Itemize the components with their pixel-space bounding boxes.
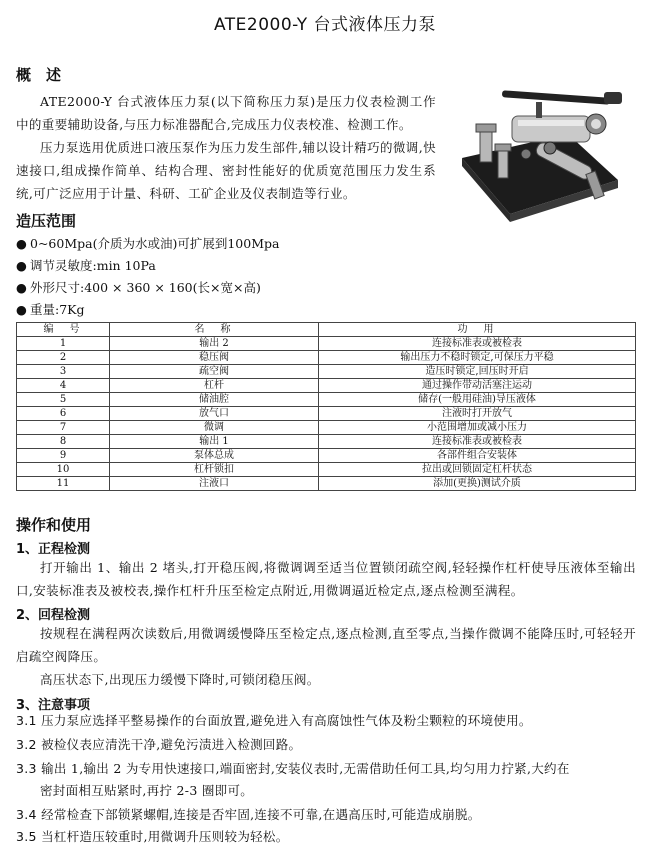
cell-name: 输出 2 <box>110 337 319 351</box>
cell-name: 放气口 <box>110 407 319 421</box>
table-row <box>17 463 636 477</box>
cell-name: 疏空阀 <box>110 365 319 379</box>
cell-function: 各部件组合安装体 <box>319 449 636 463</box>
document-title: ATE2000-Y 台式液体压力泵 <box>213 15 437 35</box>
note-item: 3.3 输出 1,输出 2 为专用快速接口,端面密封,安装仪表时,无需借助任何工具,均匀用力拧紧,大约在 密封面相互贴紧时,再拧 2-3 圈即可。 <box>16 761 570 798</box>
section-forward-title: 1、正程检测 <box>16 542 91 557</box>
cell-number: 1 <box>17 337 110 351</box>
table-row <box>17 393 636 407</box>
range-bullet: ● 0~60Mpa(介质为水或油)可扩展到100Mpa <box>16 236 280 251</box>
note-item: 3.1 压力泵应选择平整易操作的台面放置,避免进入有高腐蚀性气体及粉尘颗粒的环境使用。 <box>16 713 532 728</box>
overview-paragraph-1: ATE2000-Y 台式液体压力泵(以下简称压力泵)是压力仪表检测工作中的重要辅助设备,与压力标准器配合,完成压力仪表校准、检测工作。 <box>16 94 436 132</box>
cell-function: 添加(更换)测试介质 <box>319 477 636 491</box>
table-row <box>17 351 636 365</box>
table-row <box>17 365 636 379</box>
note-item: 3.4 经常检查下部锁紧螺帽,连接是否牢固,连接不可靠,在遇高压时,可能造成崩脱。 <box>16 807 481 822</box>
range-heading: 造压范围 <box>16 212 77 230</box>
cell-name: 储油腔 <box>110 393 319 407</box>
section-return-note: 高压状态下,出现压力缓慢下降时,可锁闭稳压阀。 <box>40 672 320 687</box>
table-row <box>17 435 636 449</box>
cell-number: 8 <box>17 435 110 449</box>
cell-number: 3 <box>17 365 110 379</box>
header-name: 名 称 <box>110 323 319 337</box>
cell-name: 稳压阀 <box>110 351 319 365</box>
cell-name: 杠杆 <box>110 379 319 393</box>
cell-number: 5 <box>17 393 110 407</box>
section-return-title: 2、回程检测 <box>16 608 91 623</box>
header-function: 功 用 <box>319 323 636 337</box>
cell-number: 4 <box>17 379 110 393</box>
range-bullet: ● 重量:7Kg <box>16 302 85 317</box>
cell-number: 11 <box>17 477 110 491</box>
table-row <box>17 407 636 421</box>
section-return-text: 按规程在满程两次读数后,用微调缓慢降压至检定点,逐点检测,直至零点,当操作微调不能降压时,可轻轻开启疏空阀降压。 <box>16 626 636 664</box>
cell-name: 杠杆锁扣 <box>110 463 319 477</box>
header-number: 编 号 <box>17 323 110 337</box>
cell-function: 储存(一般用硅油)导压液体 <box>319 393 636 407</box>
parts-table <box>16 322 636 491</box>
cell-function: 输出压力不稳时锁定,可保压力平稳 <box>319 351 636 365</box>
cell-function: 通过操作带动活塞注运动 <box>319 379 636 393</box>
cell-number: 2 <box>17 351 110 365</box>
cell-number: 9 <box>17 449 110 463</box>
operation-heading: 操作和使用 <box>16 516 92 534</box>
cell-name: 微调 <box>110 421 319 435</box>
cell-number: 7 <box>17 421 110 435</box>
cell-function: 连接标准表或被检表 <box>319 435 636 449</box>
cell-function: 连接标准表或被检表 <box>319 337 636 351</box>
note-item: 3.2 被检仪表应清洗干净,避免污渍进入检测回路。 <box>16 737 302 752</box>
note-item: 3.5 当杠杆造压较重时,用微调升压则较为轻松。 <box>16 829 289 844</box>
cell-name: 注液口 <box>110 477 319 491</box>
cell-name: 泵体总成 <box>110 449 319 463</box>
range-bullet: ● 外形尺寸:400 × 360 × 160(长×宽×高) <box>16 280 261 295</box>
overview-paragraph-2: 压力泵选用优质进口液压泵作为压力发生部件,辅以设计精巧的微调,快速接口,组成操作简单、结构合理、密封性能好的优质宽范围压力发生系统,可广泛应用于计量、科研、工矿企业及仪表制造等行业。 <box>16 140 436 201</box>
section-forward-text: 打开输出 1、输出 2 堵头,打开稳压阀,将微调调至适当位置锁闭疏空阀,轻轻操作杠杆使导压液体至输出口,安装标准表及被校表,操作杠杆升压至检定点附近,用微调逼近检定点,逐点检测至满程。 <box>16 560 636 598</box>
table-row <box>17 449 636 463</box>
cell-name: 输出 1 <box>110 435 319 449</box>
cell-function: 小范围增加或减小压力 <box>319 421 636 435</box>
section-notes-title: 3、注意事项 <box>16 698 91 713</box>
table-row <box>17 379 636 393</box>
table-header-row <box>17 323 636 337</box>
cell-function: 拉出或回锁固定杠杆状态 <box>319 463 636 477</box>
cell-function: 注液时打开放气 <box>319 407 636 421</box>
pressure-pump-photo <box>440 88 636 228</box>
cell-number: 10 <box>17 463 110 477</box>
overview-heading: 概 述 <box>16 66 62 84</box>
cell-number: 6 <box>17 407 110 421</box>
table-row <box>17 477 636 491</box>
cell-function: 造压时锁定,回压时开启 <box>319 365 636 379</box>
table-row <box>17 421 636 435</box>
table-row <box>17 337 636 351</box>
range-bullet: ● 调节灵敏度:min 10Pa <box>16 258 156 273</box>
